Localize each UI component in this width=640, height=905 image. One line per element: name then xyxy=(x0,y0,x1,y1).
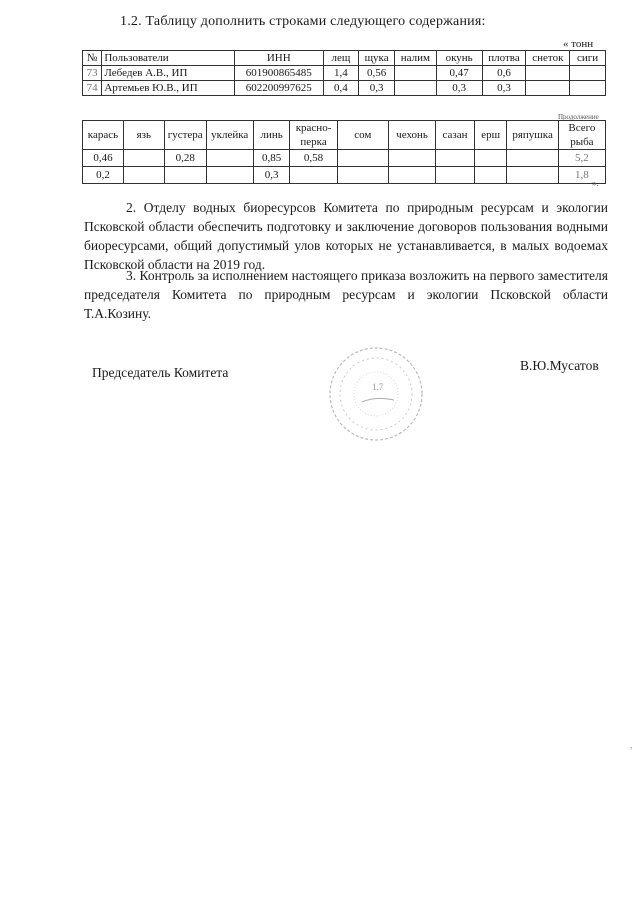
crucian-value: 0,2 xyxy=(83,167,124,184)
perch-value: 0,3 xyxy=(436,81,482,96)
smelt-value xyxy=(526,66,570,81)
col-total-header: Всего рыба xyxy=(558,121,605,150)
perch-value: 0,47 xyxy=(436,66,482,81)
col-sabrefish-header: чехонь xyxy=(388,121,435,150)
pike-value: 0,3 xyxy=(359,81,395,96)
bream-value: 0,4 xyxy=(323,81,359,96)
roach-value: 0,3 xyxy=(482,81,526,96)
inn-value: 602200997625 xyxy=(234,81,323,96)
catfish-value xyxy=(337,167,388,184)
bleak-value xyxy=(206,167,253,184)
ruffe-value xyxy=(474,150,506,167)
user-name: Артемьев Ю.В., ИП xyxy=(102,81,235,96)
col-rudd-header: красно-перка xyxy=(290,121,337,150)
col-carp-header: сазан xyxy=(436,121,475,150)
col-perch-header: окунь xyxy=(436,51,482,66)
col-tench-header: линь xyxy=(253,121,290,150)
official-stamp-icon xyxy=(324,342,428,446)
paragraph-2-text: 2. Отделу водных биоресурсов Комитета по природным ресурсам и экологии Псковской области обеспечить подготовку и заключение договоров пользования водными биоресурсами, общий допустимый улов которых не устанавливается, в малых водоемах Псковской области на 2019 год. xyxy=(84,200,608,272)
row-number: 73 xyxy=(83,66,102,81)
users-catch-table xyxy=(82,50,606,96)
continuation-end: ». xyxy=(592,178,599,188)
col-bleak-header: уклейка xyxy=(206,121,253,150)
signature-title: Председатель Комитета xyxy=(92,365,229,380)
roach-value: 0,6 xyxy=(482,66,526,81)
ide-value xyxy=(123,167,164,184)
smelt-value xyxy=(526,81,570,96)
bleak-bream-value xyxy=(164,167,206,184)
total-value: 1,8 xyxy=(558,167,605,184)
table-row xyxy=(83,81,606,96)
col-bleak-bream-header: густера xyxy=(164,121,206,150)
sabrefish-value xyxy=(388,150,435,167)
tench-value: 0,3 xyxy=(253,167,290,184)
col-ide-header: язь xyxy=(123,121,164,150)
whitefish-value xyxy=(570,81,606,96)
catfish-value xyxy=(337,150,388,167)
col-crucian-header: карась xyxy=(83,121,124,150)
stamp-text: 1.7 xyxy=(372,382,384,392)
pike-value: 0,56 xyxy=(359,66,395,81)
edge-mark: , xyxy=(630,740,633,751)
vendace-value xyxy=(507,167,558,184)
table-header-row xyxy=(83,51,606,66)
col-number-header: № xyxy=(83,51,102,66)
carp-value xyxy=(436,167,475,184)
col-smelt-header: снеток xyxy=(526,51,570,66)
paragraph-2 xyxy=(84,198,608,274)
ide-value xyxy=(123,150,164,167)
bream-value: 1,4 xyxy=(323,66,359,81)
carp-value xyxy=(436,150,475,167)
col-bream-header: лещ xyxy=(323,51,359,66)
crucian-value: 0,46 xyxy=(83,150,124,167)
continuation-label: Продолжение xyxy=(558,113,599,121)
col-whitefish-header: сиги xyxy=(570,51,606,66)
col-users-header: Пользователи xyxy=(102,51,235,66)
bleak-bream-value: 0,28 xyxy=(164,150,206,167)
col-burbot-header: налим xyxy=(394,51,436,66)
table-amendment-heading: 1.2. Таблицу дополнить строками следующего содержания: xyxy=(120,14,486,29)
unit-label: « тонн xyxy=(563,38,594,50)
col-vendace-header: ряпушка xyxy=(507,121,558,150)
row-number: 74 xyxy=(83,81,102,96)
ruffe-value xyxy=(474,167,506,184)
fish-species-table xyxy=(82,120,606,184)
paragraph-3 xyxy=(84,266,608,323)
col-inn-header: ИНН xyxy=(234,51,323,66)
total-value: 5,2 xyxy=(558,150,605,167)
table-row xyxy=(83,66,606,81)
inn-value: 601900865485 xyxy=(234,66,323,81)
vendace-value xyxy=(507,150,558,167)
table-header-row xyxy=(83,121,606,150)
col-catfish-header: сом xyxy=(337,121,388,150)
col-pike-header: щука xyxy=(359,51,395,66)
burbot-value xyxy=(394,66,436,81)
rudd-value: 0,58 xyxy=(290,150,337,167)
rudd-value xyxy=(290,167,337,184)
tench-value: 0,85 xyxy=(253,150,290,167)
sabrefish-value xyxy=(388,167,435,184)
burbot-value xyxy=(394,81,436,96)
paragraph-3-text: 3. Контроль за исполнением настоящего приказа возложить на первого заместителя председателя Комитета по природным ресурсам и экологии Псковской области Т.А.Козину. xyxy=(84,268,608,321)
signature-name: В.Ю.Мусатов xyxy=(520,358,599,373)
bleak-value xyxy=(206,150,253,167)
table-row xyxy=(83,150,606,167)
table-row xyxy=(83,167,606,184)
whitefish-value xyxy=(570,66,606,81)
col-roach-header: плотва xyxy=(482,51,526,66)
col-ruffe-header: ерш xyxy=(474,121,506,150)
user-name: Лебедев А.В., ИП xyxy=(102,66,235,81)
